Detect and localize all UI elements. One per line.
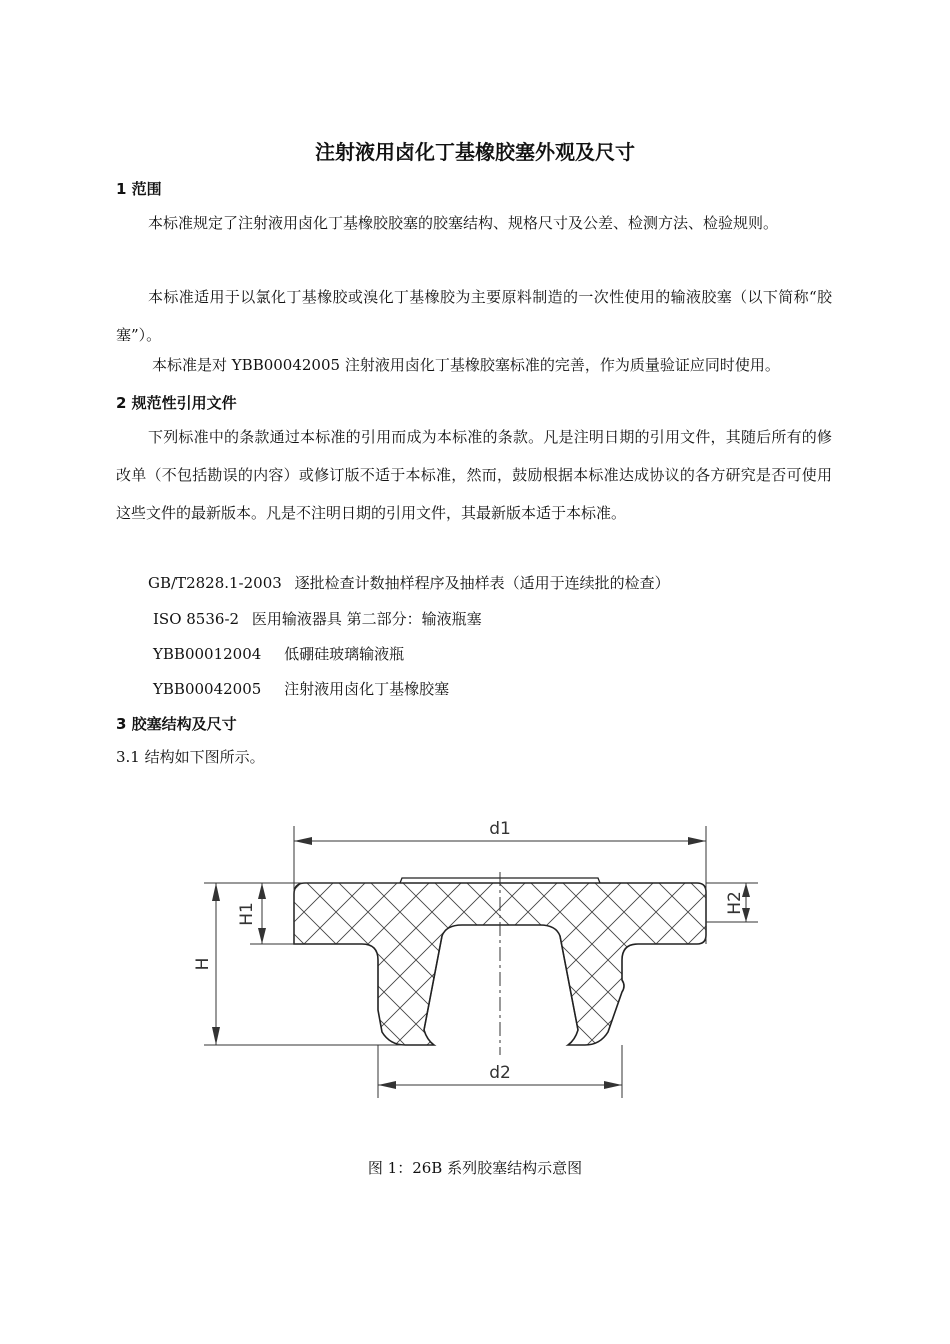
reference-name: 注射液用卤化丁基橡胶塞 xyxy=(284,680,450,698)
section-2-paragraph-1: 下列标准中的条款通过本标准的引用而成为本标准的条款。凡是注明日期的引用文件，其随后所有的修改单（不包括勘误的内容）或修订版不适于本标准，然而，鼓励根据本标准达成协议的各方研究是否可使用这些文件的最新版本。凡是不注明日期的引用文件，其最新版本适于本标准。 xyxy=(116,428,832,522)
d1-label: d1 xyxy=(489,819,511,839)
section-1-heading: 1 范围 xyxy=(116,180,162,198)
reference-name: 逐批检查计数抽样程序及抽样表（适用于连续批的检查） xyxy=(294,574,670,592)
section-3-heading: 3 胶塞结构及尺寸 xyxy=(116,715,237,733)
section-1-paragraph-1: 本标准规定了注射液用卤化丁基橡胶胶塞的胶塞结构、规格尺寸及公差、检测方法、检验规则。 xyxy=(148,214,779,232)
page-title: 注射液用卤化丁基橡胶塞外观及尺寸 xyxy=(315,140,635,164)
reference-name: 低硼硅玻璃输液瓶 xyxy=(284,645,405,663)
reference-code: GB/T2828.1-2003 xyxy=(148,574,282,592)
H1-label: H1 xyxy=(237,902,257,926)
section-1-paragraph-3: 本标准是对 YBB00042005 注射液用卤化丁基橡胶塞标准的完善，作为质量验证应同时使用。 xyxy=(152,356,780,374)
figure-caption: 图 1：26B 系列胶塞结构示意图 xyxy=(367,1159,583,1177)
reference-code: YBB00042005 xyxy=(153,680,262,698)
d2-label: d2 xyxy=(489,1063,511,1083)
section-2-heading: 2 规范性引用文件 xyxy=(116,394,237,412)
reference-name: 医用输液器具 第二部分：输液瓶塞 xyxy=(251,610,482,628)
reference-code: ISO 8536-2 xyxy=(153,610,240,628)
section-1-paragraph-2: 本标准适用于以氯化丁基橡胶或溴化丁基橡胶为主要原料制造的一次性使用的输液胶塞（以下简称“胶塞”）。 xyxy=(116,288,832,344)
reference-code: YBB00012004 xyxy=(153,645,262,663)
H-label: H xyxy=(193,957,213,971)
H2-label: H2 xyxy=(725,891,745,915)
section-3-paragraph-1: 3.1 结构如下图所示。 xyxy=(116,748,265,766)
